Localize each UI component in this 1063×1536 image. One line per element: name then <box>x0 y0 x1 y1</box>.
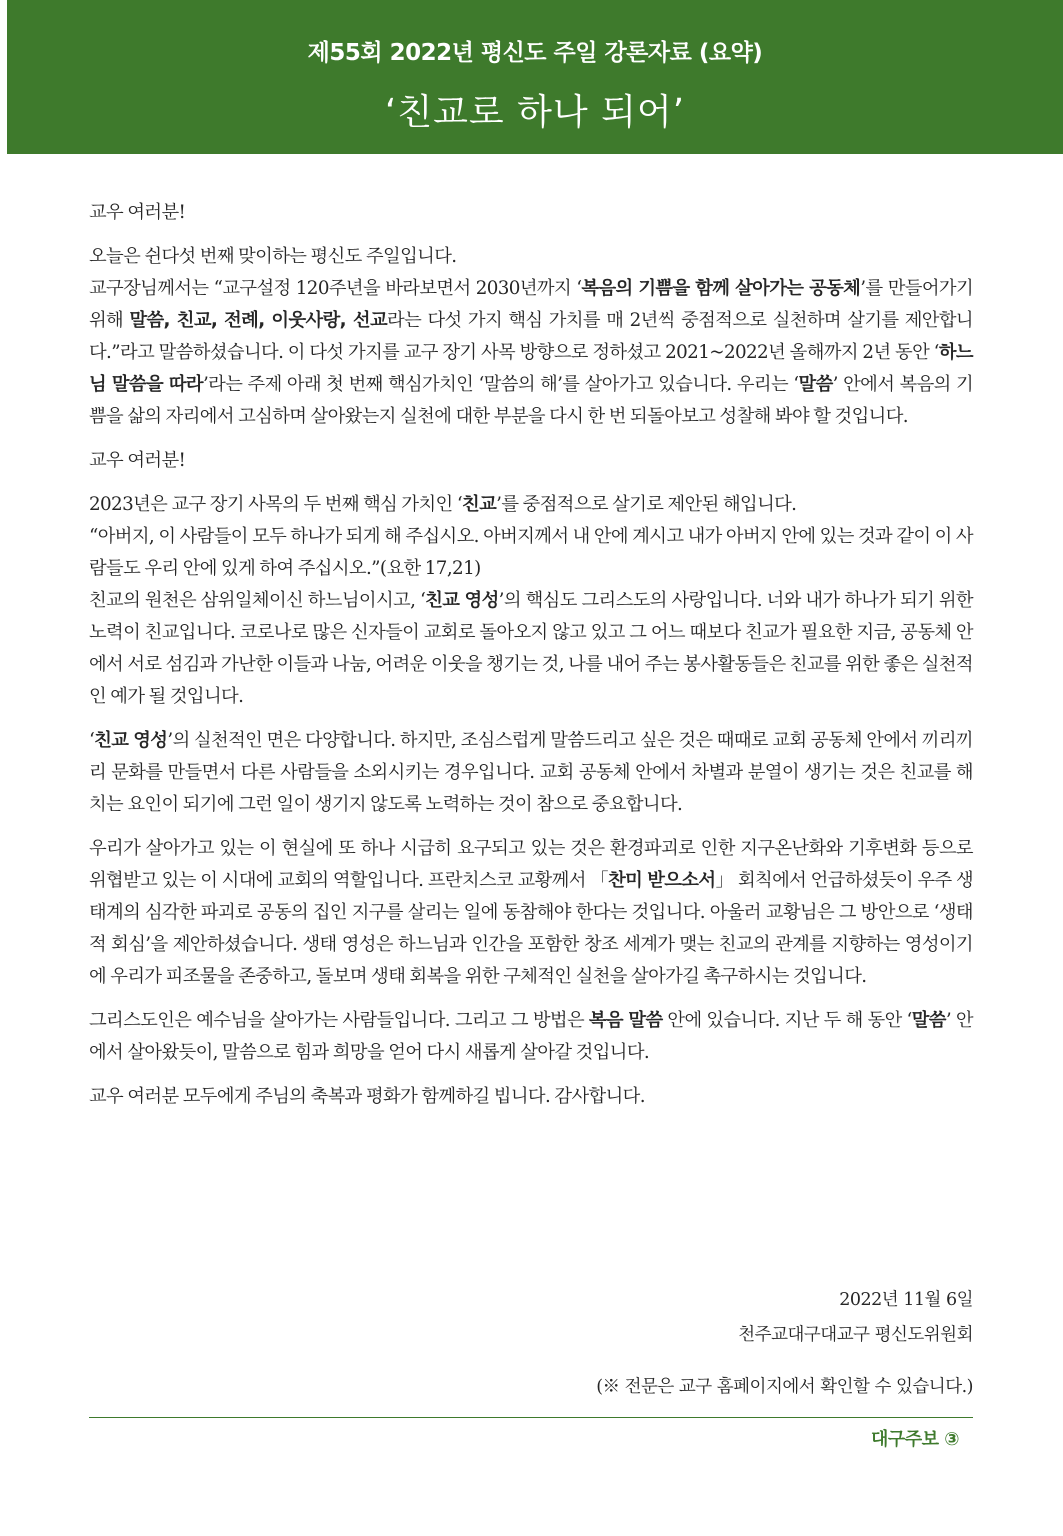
paragraph-communion: 2023년은 교구 장기 사목의 두 번째 핵심 가치인 ‘친교’를 중점적으로 살기로 제안된 해입니다. “아버지, 이 사람들이 모두 하나가 되게 해 주십시오. 아버지께서 내 안에 계시고 내가 아버지 안에 있는 것과 같이 이 사람들도 우리 안에 있게 하여 주십시오.”(요한 17,21) 친교의 원천은 삼위일체이신 하느님이시고, ‘친교 영성’의 핵심도 그리스도의 사랑입니다. 너와 내가 하나가 되기 위한 노력이 친교입니다. 코로나로 많은 신자들이 교회로 돌아오지 않고 있고 그 어느 때보다 친교가 필요한 지금, 공동체 안에서 서로 섬김과 가난한 이들과 나눔, 어려운 이웃을 챙기는 것, 나를 내어 주는 봉사활동들은 친교를 위한 좋은 실천적인 예가 될 것입니다. <box>89 494 973 707</box>
signoff-organization: 천주교대구대교구 평신도위원회 <box>738 1325 973 1345</box>
paragraph-ecology: 우리가 살아가고 있는 이 현실에 또 하나 시급히 요구되고 있는 것은 환경파괴로 인한 지구온난화와 기후변화 등으로 위협받고 있는 이 시대에 교회의 역할입니다. 프란치스코 교황께서 「찬미 받으소서」 회칙에서 언급하셨듯이 우주 생태계의 심각한 파괴로 공동의 집인 지구를 살리는 일에 동참해야 한다는 것입니다. 아울러 교황님은 그 방안으로 ‘생태적 회심’을 제안하셨습니다. 생태 영성은 하느님과 인간을 포함한 창조 세계가 맺는 친교의 관계를 지향하는 영성이기에 우리가 피조물을 존중하고, 돌보며 생태 회복을 위한 구체적인 실천을 살아가길 촉구하시는 것입니다. <box>89 838 973 987</box>
paragraph-intro-line1: 오늘은 쉰다섯 번째 맞이하는 평신도 주일입니다. <box>89 246 457 267</box>
emphasis-text: 복음 말씀 <box>588 1010 663 1031</box>
emphasis-text: 말씀 <box>911 1010 946 1031</box>
greeting: 교우 여러분! <box>89 202 186 223</box>
greeting-second: 교우 여러분! <box>89 450 186 471</box>
closing-blessing: 교우 여러분 모두에게 주님의 축복과 평화가 함께하길 빕니다. 감사합니다. <box>89 1086 645 1107</box>
homily-body <box>89 197 973 1113</box>
homepage-note: (※ 전문은 교구 홈페이지에서 확인할 수 있습니다.) <box>596 1377 973 1397</box>
emphasis-text: 친교 <box>462 494 497 515</box>
paragraph-christians: 그리스도인은 예수님을 살아가는 사람들입니다. 그리고 그 방법은 복음 말씀 안에 있습니다. 지난 두 해 동안 ‘말씀’ 안에서 살아왔듯이, 말씀으로 힘과 희망을 얻어 다시 새롭게 살아갈 것입니다. <box>89 1010 973 1063</box>
scripture-quote: “아버지, 이 사람들이 모두 하나가 되게 해 주십시오. 아버지께서 내 안에 계시고 내가 아버지 안에 있는 것과 같이 이 사람들도 우리 안에 있게 하여 주십시오.”(요한 17,21) <box>89 526 973 579</box>
emphasis-text: 친교 영성 <box>425 590 499 611</box>
header-subtitle: 제55회 2022년 평신도 주일 강론자료 (요약) <box>307 40 763 66</box>
emphasis-text: 하느님 말씀을 따라 <box>89 342 973 395</box>
signoff-date: 2022년 11월 6일 <box>839 1290 973 1310</box>
paragraph-spirituality: ‘친교 영성’의 실천적인 면은 다양합니다. 하지만, 조심스럽게 말씀드리고 싶은 것은 때때로 교회 공동체 안에서 끼리끼리 문화를 만들면서 다른 사람들을 소외시키는 경우입니다. 교회 공동체 안에서 차별과 분열이 생기는 것은 친교를 해치는 요인이 되기에 그런 일이 생기지 않도록 노력하는 것이 참으로 중요합니다. <box>89 730 973 815</box>
emphasis-text: 친교 영성 <box>94 730 168 751</box>
header-banner <box>7 0 1063 154</box>
page-label: 대구주보 ③ <box>870 1429 959 1450</box>
header-title: ‘친교로 하나 되어’ <box>384 92 686 133</box>
emphasis-text: 복음의 기쁨을 함께 살아가는 공동체 <box>581 278 861 299</box>
emphasis-text: 찬미 받으소서 <box>608 870 716 891</box>
emphasis-text: 말씀, 친교, 전례, 이웃사랑, 선교 <box>129 310 388 331</box>
footer-divider <box>89 1417 973 1418</box>
emphasis-text: 말씀 <box>798 374 833 395</box>
paragraph-intro: 오늘은 쉰다섯 번째 맞이하는 평신도 주일입니다. 교구장님께서는 “교구설정 120주년을 바라보면서 2030년까지 ‘복음의 기쁨을 함께 살아가는 공동체’를 만들어가기 위해 말씀, 친교, 전례, 이웃사랑, 선교라는 다섯 가지 핵심 가치를 매 2년씩 중점적으로 실천하며 살기를 제안합니다.”라고 말씀하셨습니다. 이 다섯 가지를 교구 장기 사목 방향으로 정하셨고 2021~2022년 올해까지 2년 동안 ‘하느님 말씀을 따라’라는 주제 아래 첫 번째 핵심가치인 ‘말씀의 해’를 살아가고 있습니다. 우리는 ‘말씀’ 안에서 복음의 기쁨을 삶의 자리에서 고심하며 살아왔는지 실천에 대한 부분을 다시 한 번 되돌아보고 성찰해 봐야 할 것입니다. <box>89 246 974 427</box>
